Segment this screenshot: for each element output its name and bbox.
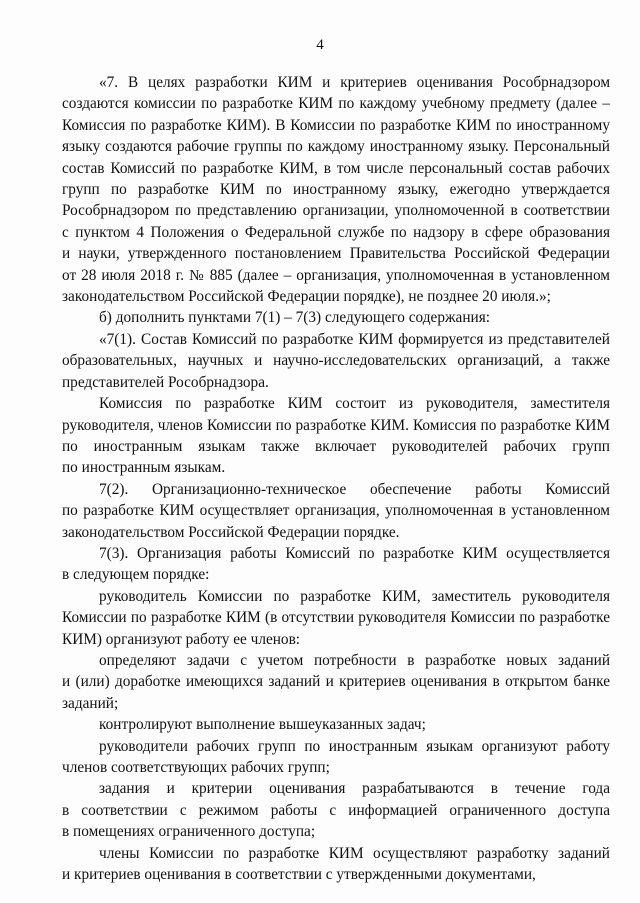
paragraph-line: и науки, утвержденного постановлением Правительства Российской Федерации	[62, 245, 610, 263]
paragraph-line: руководители рабочих групп по иностранным языкам организуют работу	[99, 737, 610, 755]
paragraph-line: Комиссия по разработке КИМ). В Комиссии по разработке КИМ по иностранному	[62, 116, 610, 134]
paragraph-line: законодательством Российской Федерации порядке.	[62, 523, 400, 541]
paragraph-line: «7(1). Состав Комиссий по разработке КИМ формируется из представителей	[99, 330, 610, 348]
paragraph-line: законодательством Российской Федерации порядке), не позднее 20 июля.»;	[62, 288, 551, 306]
paragraph-line: представителей Рособрнадзора.	[62, 373, 269, 391]
paragraph-line: Рособрнадзором по представлению организации, уполномоченной в соответствии	[62, 202, 610, 220]
paragraph-line: состав Комиссий по разработке КИМ, в том числе персональный состав рабочих	[62, 159, 610, 177]
paragraph	[62, 736, 610, 779]
paragraph-line: руководителя, членов Комиссии по разработке КИМ. Комиссия по разработке КИМ	[62, 416, 610, 434]
paragraph-line: создаются комиссии по разработке КИМ по каждому учебному предмету (далее –	[62, 95, 610, 113]
paragraph-line: образовательных, научных и научно-исследовательских организаций, а также	[62, 352, 610, 370]
paragraph-line: и критериев оценивания в соответствии с утвержденными документами,	[62, 866, 536, 884]
paragraph-line: б) дополнить пунктами 7(1) – 7(3) следующего содержания:	[99, 309, 490, 327]
paragraph-line: 7(3). Организация работы Комиссий по разработке КИМ осуществляется	[99, 544, 610, 562]
paragraph	[62, 714, 610, 735]
document-body	[62, 72, 610, 885]
paragraph-line: Комиссия по разработке КИМ состоит из руководителя, заместителя	[99, 395, 610, 413]
paragraph-line: 7(2). Организационно-техническое обеспечение работы Комиссий	[99, 480, 610, 498]
paragraph	[62, 843, 610, 886]
paragraph-line: по иностранным языкам.	[62, 459, 226, 477]
paragraph-line: языку создаются рабочие группы по каждому иностранному языку. Персональный	[62, 138, 610, 156]
paragraph-line: по разработке КИМ осуществляет организация, уполномоченная в установленном	[62, 502, 610, 520]
paragraph	[62, 479, 610, 543]
paragraph-line: КИМ) организуют работу ее членов:	[62, 630, 301, 648]
paragraph-line: Комиссии по разработке КИМ (в отсутствии руководителя Комиссии по разработке	[62, 609, 610, 627]
paragraph-line: от 28 июля 2018 г. № 885 (далее – организация, уполномоченная в установленном	[62, 266, 610, 284]
paragraph-line: в следующем порядке:	[62, 566, 210, 584]
paragraph-line: и (или) доработке имеющихся заданий и критериев оценивания в открытом банке	[62, 673, 610, 691]
paragraph-line: заданий;	[62, 694, 119, 712]
paragraph-line: определяют задачи с учетом потребности в разработке новых заданий	[99, 651, 610, 669]
paragraph-line: «7. В целях разработки КИМ и критериев оценивания Рособрнадзором	[99, 74, 610, 91]
paragraph	[62, 307, 610, 328]
paragraph	[62, 393, 610, 479]
paragraph	[62, 586, 610, 650]
paragraph	[62, 778, 610, 842]
paragraph-line: члены Комиссии по разработке КИМ осуществляют разработку заданий	[99, 844, 610, 862]
paragraph	[62, 543, 610, 586]
paragraph-line: по иностранным языкам также включает руководителей рабочих групп	[62, 437, 610, 455]
paragraph	[62, 72, 610, 307]
paragraph-line: задания и критерии оценивания разрабатываются в течение года	[99, 780, 610, 798]
paragraph	[62, 650, 610, 714]
paragraph-line: контролируют выполнение вышеуказанных задач;	[99, 716, 426, 734]
paragraph-line: в соответствии с режимом работы с информацией ограниченного доступа	[62, 801, 610, 819]
paragraph-line: в помещениях ограниченного доступа;	[62, 823, 316, 841]
paragraph-line: руководитель Комиссии по разработке КИМ, заместитель руководителя	[99, 587, 610, 605]
page-number: 4	[316, 37, 324, 53]
paragraph-line: с пунктом 4 Положения о Федеральной службе по надзору в сфере образования	[62, 223, 610, 241]
paragraph-line: членов соответствующих рабочих групп;	[62, 759, 330, 776]
paragraph	[62, 329, 610, 393]
paragraph-line: групп по разработке КИМ по иностранному языку, ежегодно утверждается	[62, 181, 610, 199]
